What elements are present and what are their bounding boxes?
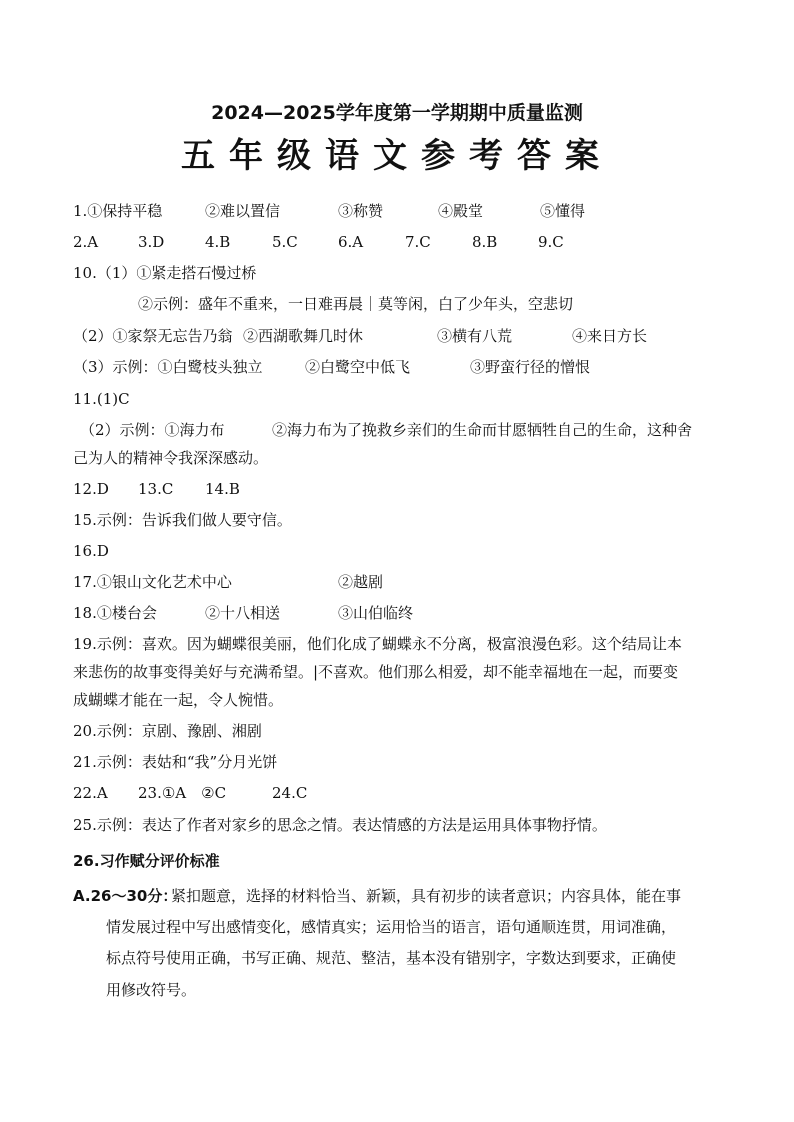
answer-text: 8.B <box>472 233 498 251</box>
grade-a-text: 紧扣题意，选择的材料恰当、新颖，具有初步的读者意识；内容具体，能在事 <box>171 887 682 905</box>
answer-q25: 25.示例：表达了作者对家乡的思念之情。表达情感的方法是运用具体事物抒情。 <box>73 816 607 834</box>
answer-text: ④殿堂 <box>438 202 484 220</box>
answer-text: 13.C <box>138 480 174 498</box>
answer-text: （2）示例：①海力布 <box>80 421 225 439</box>
answer-text: 22.A <box>73 784 108 802</box>
answer-text: 12.D <box>73 480 109 498</box>
answer-q15: 15.示例：告诉我们做人要守信。 <box>73 511 292 529</box>
answer-text: 6.A <box>338 233 364 251</box>
answer-text: 9.C <box>538 233 564 251</box>
answer-text: ②十八相送 <box>205 604 281 622</box>
answer-text: 来悲伤的故事变得美好与充满希望。|不喜欢。他们那么相爱，却不能幸福地在一起，而要变 <box>73 663 679 681</box>
answer-text: 24.C <box>272 784 308 802</box>
answer-q21: 21.示例：表姑和“我”分月光饼 <box>73 753 278 771</box>
answer-text: 5.C <box>272 233 298 251</box>
answer-text: 1.①保持平稳 <box>73 202 163 220</box>
answer-text: 4.B <box>205 233 231 251</box>
answer-text: 17.①银山文化艺术中心 <box>73 573 232 591</box>
answer-text: ②白鹭空中低飞 <box>305 358 411 376</box>
answer-q16: 16.D <box>73 542 109 560</box>
grade-a-label: A.26～30分： <box>73 887 178 905</box>
answer-text: 23.①A ②C <box>138 784 227 802</box>
answer-text: ③野蛮行径的憎恨 <box>470 358 591 376</box>
answer-text: ②示例：盛年不重来，一日难再晨｜莫等闲，白了少年头，空悲切 <box>138 295 574 313</box>
answer-text: ②西湖歌舞几时休 <box>243 327 364 345</box>
answer-text: 10.（1）①紧走搭石慢过桥 <box>73 264 257 282</box>
answer-text: ④来日方长 <box>572 327 648 345</box>
answer-text: ②难以置信 <box>205 202 281 220</box>
grade-a-text: 情发展过程中写出感情变化，感情真实；运用恰当的语言，语句通顺连贯，用词准确， <box>106 918 677 936</box>
answer-text: 11.(1)C <box>73 390 130 408</box>
answer-text: 3.D <box>138 233 165 251</box>
answer-text: （3）示例：①白鹭枝头独立 <box>73 358 263 376</box>
answer-text: 己为人的精神令我深深感动。 <box>73 449 269 467</box>
answer-text: ⑤懂得 <box>540 202 586 220</box>
answer-text: ③称赞 <box>338 202 384 220</box>
answer-q20: 20.示例：京剧、豫剧、湘剧 <box>73 722 262 740</box>
answer-text: 18.①楼台会 <box>73 604 157 622</box>
page-title: 五年级语文参考答案 <box>181 136 613 176</box>
answer-text: 19.示例：喜欢。因为蝴蝶很美丽，他们化成了蝴蝶永不分离，极富浪漫色彩。这个结局让本 <box>73 635 682 653</box>
grade-a-text: 用修改符号。 <box>106 981 197 999</box>
answer-text: （2）①家祭无忘告乃翁 <box>73 327 233 345</box>
answer-text: ②海力布为了挽救乡亲们的生命而甘愿牺牲自己的生命，这种舍 <box>272 421 693 439</box>
essay-heading: 26.习作赋分评价标准 <box>73 852 220 870</box>
grade-a-text: 标点符号使用正确，书写正确、规范、整洁，基本没有错别字，字数达到要求，正确使 <box>106 949 677 967</box>
answer-text: ③山伯临终 <box>338 604 414 622</box>
answer-text: 2.A <box>73 233 99 251</box>
answer-text: ②越剧 <box>338 573 384 591</box>
exam-subtitle: 2024—2025学年度第一学期期中质量监测 <box>211 102 583 124</box>
answer-text: 14.B <box>205 480 240 498</box>
answer-text: 7.C <box>405 233 431 251</box>
answer-text: ③横有八荒 <box>437 327 513 345</box>
answer-text: 成蝴蝶才能在一起，令人惋惜。 <box>73 691 284 709</box>
